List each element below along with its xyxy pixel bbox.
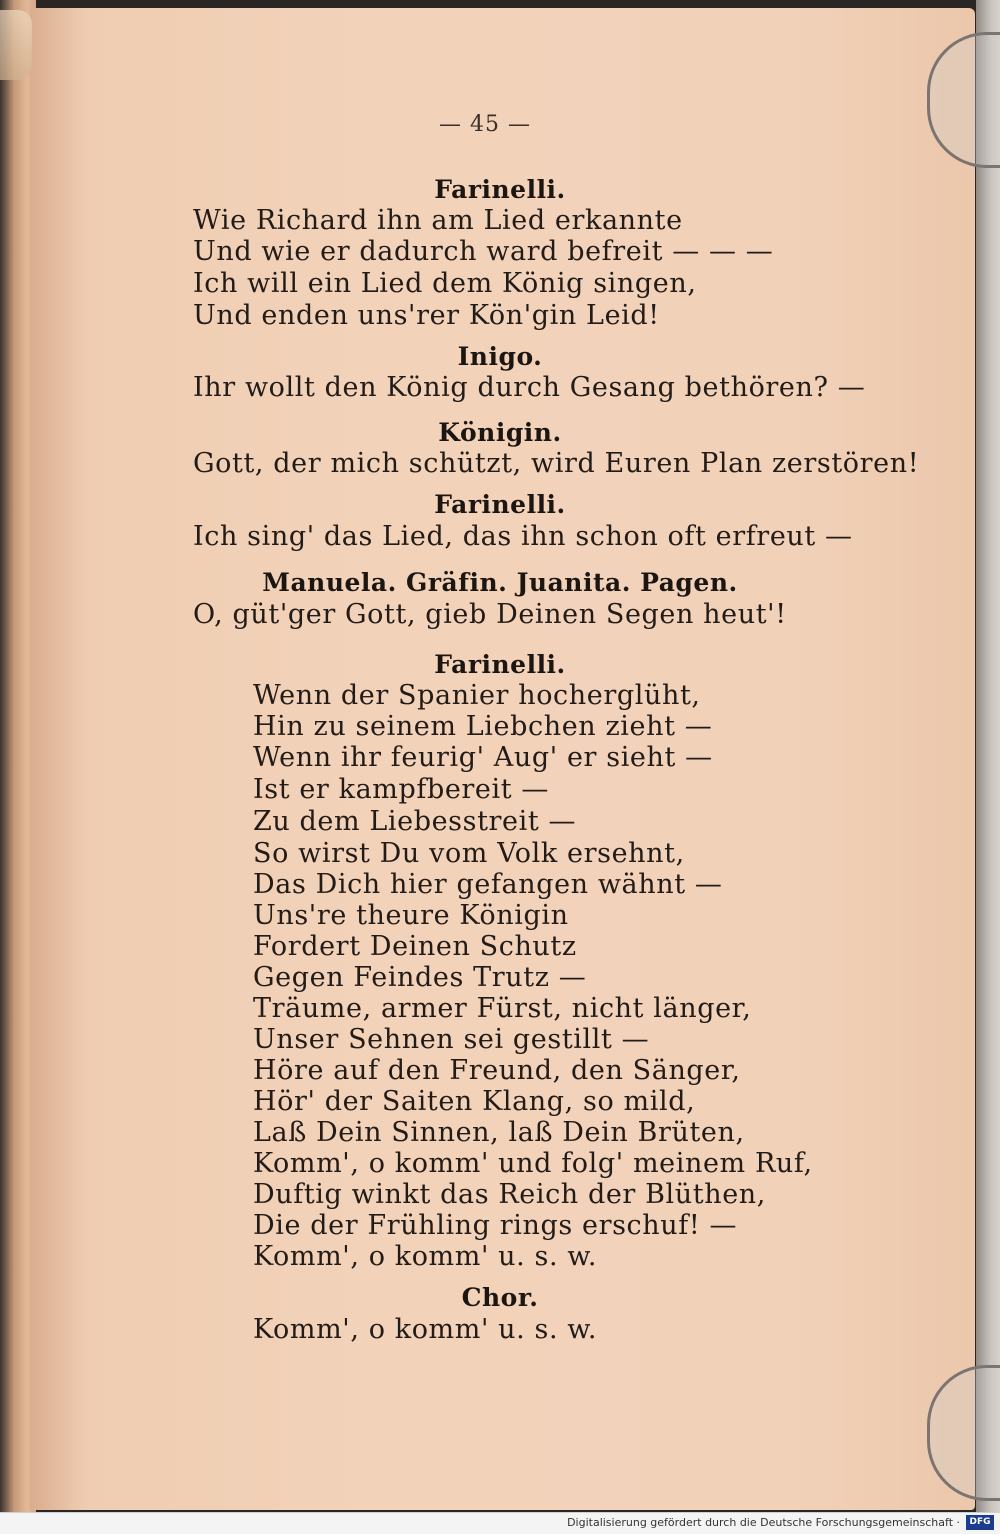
footer-bar	[0, 1512, 1000, 1534]
verse-line: Höre auf den Freund, den Sänger,	[253, 1055, 741, 1086]
verse-line: Träume, armer Fürst, nicht länger,	[253, 993, 752, 1024]
verse-line: Hin zu seinem Liebchen zieht —	[253, 711, 713, 742]
verse-line: Gegen Feindes Trutz —	[253, 962, 587, 993]
speaker-farinelli: Farinelli.	[434, 490, 566, 519]
speaker-inigo: Inigo.	[457, 342, 543, 371]
verse-line: Ich will ein Lied dem König singen,	[193, 268, 697, 299]
verse-line: Komm', o komm' u. s. w.	[253, 1314, 598, 1345]
verse-line: Ich sing' das Lied, das ihn schon oft erfreut —	[193, 521, 853, 552]
speaker-chor: Chor.	[461, 1283, 539, 1312]
verse-line: Gott, der mich schützt, wird Euren Plan zerstören!	[193, 448, 920, 479]
verse-line: Das Dich hier gefangen wähnt —	[253, 869, 723, 900]
verse-line: Hör' der Saiten Klang, so mild,	[253, 1086, 696, 1117]
verse-line: Komm', o komm' u. s. w.	[253, 1241, 598, 1272]
page-number: — 45 —	[439, 112, 531, 137]
verse-line: Die der Frühling rings erschuf! —	[253, 1210, 738, 1241]
verse-line: Zu dem Liebesstreit —	[253, 806, 577, 837]
verse-line: O, güt'ger Gott, gieb Deinen Segen heut'!	[193, 599, 787, 630]
speaker-farinelli: Farinelli.	[434, 175, 566, 204]
dfg-logo-icon: DFG	[966, 1515, 994, 1530]
footer-credit: Digitalisierung gefördert durch die Deutsche Forschungsgemeinschaft ·	[567, 1516, 960, 1529]
verse-line: Unser Sehnen sei gestillt —	[253, 1024, 650, 1055]
speaker-ensemble: Manuela. Gräfin. Juanita. Pagen.	[262, 568, 738, 597]
verse-line: Wenn ihr feurig' Aug' er sieht —	[253, 742, 713, 773]
verse-line: Ist er kampfbereit —	[253, 774, 549, 805]
speaker-farinelli: Farinelli.	[434, 650, 566, 679]
verse-line: Duftig winkt das Reich der Blüthen,	[253, 1179, 766, 1210]
verse-line: Wie Richard ihn am Lied erkannte	[193, 205, 683, 236]
verse-line: So wirst Du vom Volk ersehnt,	[253, 838, 685, 869]
verse-line: Wenn der Spanier hocherglüht,	[253, 680, 701, 711]
verse-line: Ihr wollt den König durch Gesang bethören? —	[193, 372, 866, 403]
page-corner-fold	[0, 10, 32, 80]
verse-line: Laß Dein Sinnen, laß Dein Brüten,	[253, 1117, 745, 1148]
speaker-koenigin: Königin.	[438, 418, 562, 447]
verse-line: Und enden uns'rer Kön'gin Leid!	[193, 300, 660, 331]
verse-line: Und wie er dadurch ward befreit — — —	[193, 236, 774, 267]
verse-line: Uns're theure Königin	[253, 900, 569, 931]
verse-line: Fordert Deinen Schutz	[253, 931, 577, 962]
verse-line: Komm', o komm' und folg' meinem Ruf,	[253, 1148, 813, 1179]
